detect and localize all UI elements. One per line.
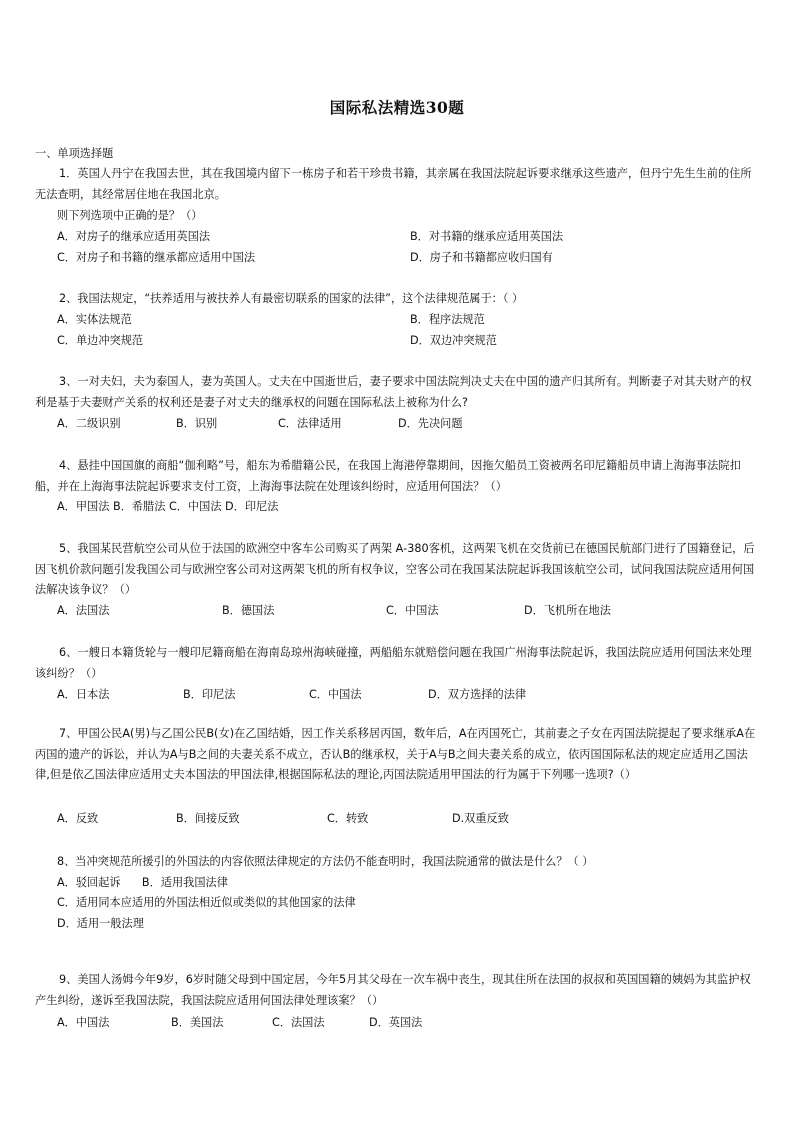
question-1-option-c: C．对房子和书籍的继承都应适用中国法 — [57, 251, 256, 264]
question-1-ask: 则下列选项中正确的是？（） — [57, 209, 203, 222]
question-2-option-b: B．程序法规范 — [410, 313, 485, 326]
question-3-option-a: A．二级识别 — [57, 417, 121, 430]
question-2-option-d: D．双边冲突规范 — [410, 334, 497, 347]
question-2-option-c: C．单边冲突规范 — [57, 334, 144, 347]
question-2-stem: 2、我国法规定，“扶养适用与被扶养人有最密切联系的国家的法律”，这个法律规范属于：（ ） — [59, 292, 524, 305]
question-7-option-a: A．反致 — [57, 812, 99, 825]
question-7-option-c: C．转致 — [327, 812, 369, 825]
question-7-option-d: D.双重反致 — [452, 812, 509, 825]
question-5-option-a: A．法国法 — [57, 604, 110, 617]
question-4-stem: 4、悬挂中国国旗的商船“伽利略”号，船东为希腊籍公民，在我国上海港停靠期间，因拖欠船员工资被两名印尼籍船员申请上海海事法院扣船，并在上海海事法院起诉要求支付工资，上海海事法院在处理该纠纷时，应适用何国法？（） — [35, 459, 741, 493]
question-2-option-a: A．实体法规范 — [57, 313, 132, 326]
question-4-options: A．甲国法 B．希腊法 C．中国法 D．印尼法 — [57, 500, 279, 513]
question-8-option-c: C．适用同本应适用的外国法相近似或类似的其他国家的法律 — [57, 896, 356, 909]
page-title: 国际私法精选30题 — [329, 98, 465, 117]
question-6-option-c: C．中国法 — [309, 688, 362, 701]
question-9-stem: 9、美国人汤姆今年9岁，6岁时随父母到中国定居，今年5月其父母在一次车祸中丧生，现其住所在法国的叔叔和英国国籍的姨妈为其监护权产生纠纷，遂诉至我国法院，我国法院应适用何国法律处理该案？（） — [35, 973, 751, 1007]
question-3-option-c: C．法律适用 — [278, 417, 342, 430]
question-3-stem: 3、一对夫妇，夫为泰国人，妻为英国人。丈夫在中国逝世后，妻子要求中国法院判决丈夫在中国的遗产归其所有。判断妻子对其夫财产的权利是基于夫妻财产关系的权利还是妻子对丈夫的继承权的问题在国际私法上被称为什么? — [35, 375, 752, 409]
question-1-option-b: B．对书籍的继承应适用英国法 — [410, 230, 564, 243]
question-3-option-b: B．识别 — [176, 417, 218, 430]
question-8-option-d: D．适用一般法理 — [57, 917, 144, 930]
question-5-option-d: D．飞机所在地法 — [524, 604, 611, 617]
question-6-option-b: B．印尼法 — [183, 688, 236, 701]
question-9-option-b: B．美国法 — [171, 1016, 224, 1029]
question-7-option-b: B．间接反致 — [176, 812, 240, 825]
question-6-option-a: A．日本法 — [57, 688, 110, 701]
question-3-option-d: D．先决问题 — [398, 417, 463, 430]
question-5-option-c: C．中国法 — [386, 604, 439, 617]
question-1-option-a: A．对房子的继承应适用英国法 — [57, 230, 211, 243]
question-6-stem: 6、一艘日本籍货轮与一艘印尼籍商船在海南岛琼州海峡碰撞，两船船东就赔偿问题在我国广州海事法院起诉，我国法院应适用何国法来处理该纠纷？（） — [35, 646, 752, 680]
section-heading: 一、单项选择题 — [35, 147, 114, 160]
question-1-option-d: D．房子和书籍都应收归国有 — [410, 251, 553, 264]
question-9-option-c: C．法国法 — [272, 1016, 325, 1029]
question-8-stem: 8、当冲突规范所援引的外国法的内容依照法律规定的方法仍不能查明时，我国法院通常的做法是什么？（ ） — [57, 855, 594, 868]
question-9-option-a: A．中国法 — [57, 1016, 110, 1029]
question-6-option-d: D．双方选择的法律 — [428, 688, 527, 701]
question-1-stem: 1．英国人丹宁在我国去世，其在我国境内留下一栋房子和若干珍贵书籍，其亲属在我国法院起诉要求继承这些遗产，但丹宁先生生前的住所无法查明，其经常居住地在我国北京。 — [35, 167, 752, 201]
question-8-options-ab: A．驳回起诉 B．适用我国法律 — [57, 876, 228, 889]
question-5-stem: 5、我国某民营航空公司从位于法国的欧洲空中客车公司购买了两架 A-380客机，这两架飞机在交货前已在德国民航部门进行了国籍登记，后因飞机价款问题引发我国公司与欧洲空客公司对这两架飞机的所有权争议，空客公司在我国某法院起诉我国该航空公司，试问我国法院应适用何国法解决该争议？（） — [35, 542, 755, 596]
question-9-option-d: D．英国法 — [369, 1016, 423, 1029]
question-7-stem: 7、甲国公民A(男)与乙国公民B(女)在乙国结婚，因工作关系移居丙国，数年后，A在丙国死亡，其前妻之子女在丙国法院提起了要求继承A在丙国的遗产的诉讼，并认为A与B之间的夫妻关系不成立，否认B的继承权，关于A与B之间夫妻关系的成立，依丙国国际私法的规定应适用乙国法律,但是依乙国法律应适用丈夫本国法的甲国法律,根据国际私法的理论,丙国法院适用甲国法的行为属于下列哪一选项?（） — [35, 727, 756, 781]
question-5-option-b: B．德国法 — [222, 604, 275, 617]
